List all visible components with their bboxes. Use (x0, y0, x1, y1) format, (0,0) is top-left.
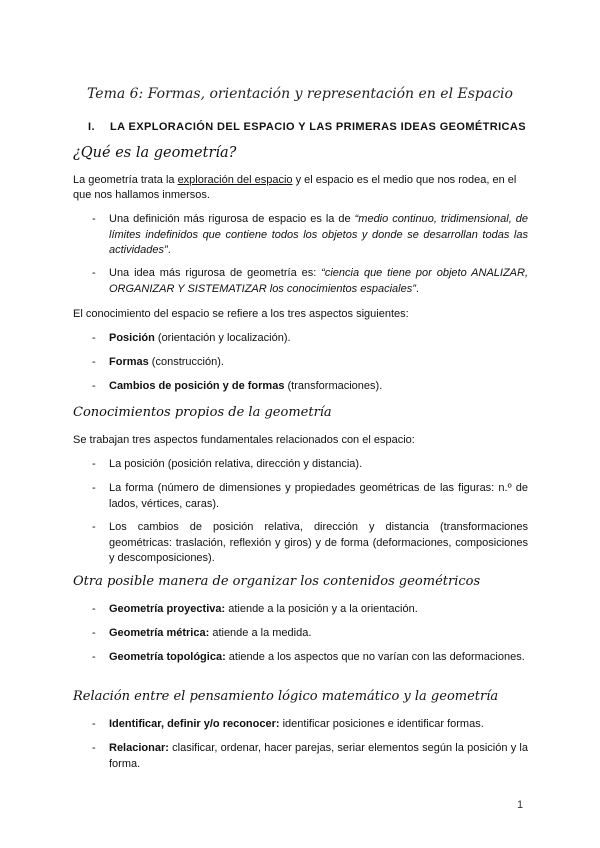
section-title-text: LA EXPLORACIÓN DEL ESPACIO Y LAS PRIMERAS IDEAS GEOMÉTRICAS (110, 121, 526, 133)
document-title: Tema 6: Formas, orientación y representación en el Espacio (87, 86, 513, 102)
list-item: - La forma (número de dimensiones y propiedades geométricas de las figuras: n.º de lados, vértices, caras). (92, 482, 528, 510)
list-item: - Geometría métrica: atiende a la medida. (92, 627, 312, 639)
list-item: - Relacionar: clasificar, ordenar, hacer parejas, seriar elementos según la posición y la forma. (92, 742, 528, 770)
heading-conocimientos: Conocimientos propios de la geometría (73, 405, 332, 420)
list-item: - Cambios de posición y de formas (transformaciones). (92, 380, 383, 392)
heading-relacion: Relación entre el pensamiento lógico matemático y la geometría (73, 689, 499, 704)
list-item: - La posición (posición relativa, dirección y distancia). (92, 458, 363, 470)
list-item: - Identificar, definir y/o reconocer: identificar posiciones e identificar formas. (92, 718, 484, 730)
heading-que-es-geometria: ¿Qué es la geometría? (73, 145, 237, 161)
list-item: - Una definición más rigurosa de espacio es la de “medio continuo, tridimensional, de límites indefinidos que contiene todos los objetos y donde se desarrollan todas las actividades”. (92, 213, 529, 256)
list-item: - Posición (orientación y localización). (92, 332, 291, 344)
underlined-term: exploración del espacio (177, 174, 293, 186)
heading-otra-manera: Otra posible manera de organizar los contenidos geométricos (73, 574, 481, 589)
list-item: - Geometría proyectiva: atiende a la posición y a la orientación. (92, 603, 418, 615)
list-item: - Formas (construcción). (92, 356, 224, 368)
section-heading (88, 121, 526, 133)
page-number: 1 (517, 799, 524, 811)
paragraph-trabajan: Se trabajan tres aspectos fundamentales relacionados con el espacio: (73, 434, 415, 446)
intro-paragraph: La geometría trata la exploración del espacio y el espacio es el medio que nos rodea, en el que nos hallamos inmersos. (73, 174, 517, 201)
section-number: I. (88, 121, 95, 133)
paragraph-conocimiento: El conocimiento del espacio se refiere a los tres aspectos siguientes: (73, 308, 409, 320)
list-item: - Los cambios de posición relativa, dirección y distancia (transformaciones geométricas: traslación, reflexión y giros) y de forma (deformaciones, composiciones y descomposiciones). (92, 521, 528, 564)
list-item: - Geometría topológica: atiende a los aspectos que no varían con las deformaciones. (92, 651, 525, 663)
list-item: - Una idea más rigurosa de geometría es: “ciencia que tiene por objeto ANALIZAR, ORGANIZAR Y SISTEMATIZAR los conocimientos espaciales”. (92, 267, 529, 295)
